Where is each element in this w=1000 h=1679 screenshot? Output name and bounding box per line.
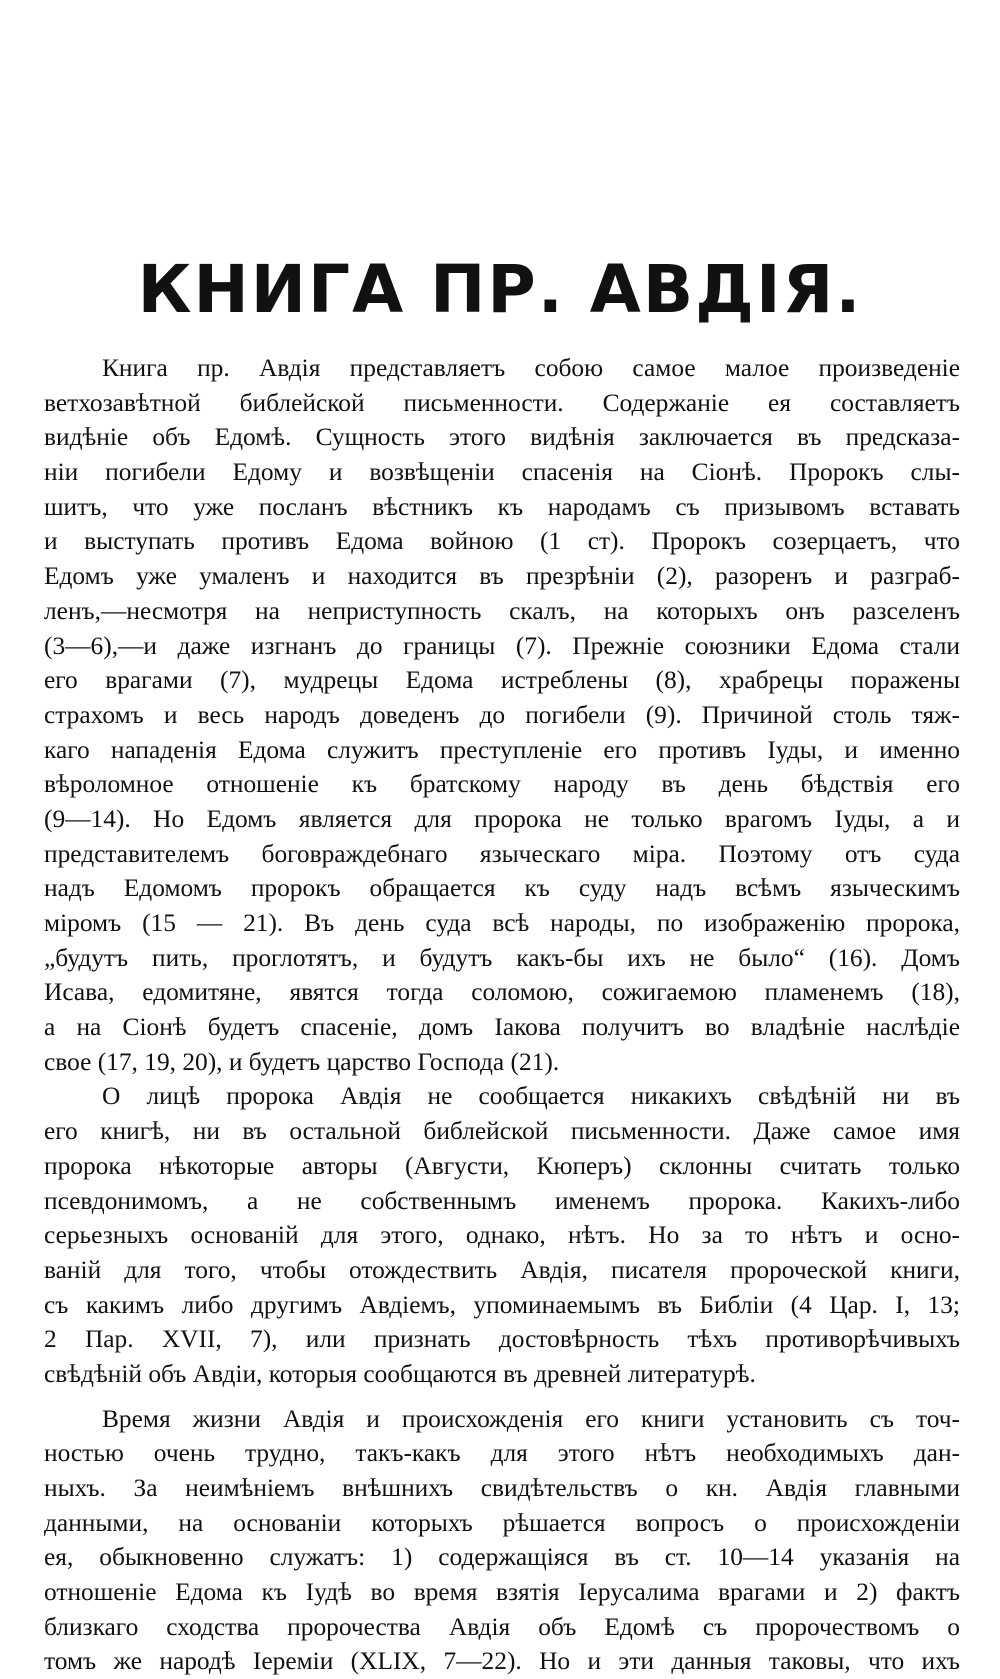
text-line: ніи погибели Едому и возвѣщеніи спасенія на Сіонѣ. Пророкъ слы- xyxy=(44,458,960,487)
paragraph-person xyxy=(44,1079,960,1391)
text-line: Книга пр. Авдія представляетъ собою самое малое произведеніе xyxy=(102,354,960,382)
text-line: шитъ, что уже посланъ вѣстникъ къ народамъ съ призывомъ вставать xyxy=(44,492,960,521)
text-line: съ какимъ либо другимъ Авдіемъ, упоминаемымъ въ Библіи (4 Цар. I, 13; xyxy=(44,1290,960,1319)
text-line: ветхозавѣтной библейской письменности. Содержаніе ея составляетъ xyxy=(44,388,960,417)
chapter-title: КНИГА ПР. АВДІЯ. xyxy=(137,251,863,328)
text-line: Исава, едомитяне, явятся тогда соломою, сожигаемою пламенемъ (18), xyxy=(44,978,960,1007)
text-line: Едомъ уже умаленъ и находится въ презрѣніи (2), разоренъ и разграб- xyxy=(44,562,960,591)
text-line: страхомъ и весь народъ доведенъ до погибели (9). Причиной столь тяж- xyxy=(44,700,960,729)
text-line: представителемъ боговраждебнаго языческаго міра. Поэтому отъ суда xyxy=(44,839,960,868)
text-line: близкаго сходства пророчества Авдія объ Едомѣ съ пророчествомъ о xyxy=(44,1612,960,1641)
text-line: надъ Едомомъ пророкъ обращается къ суду надъ всѣмъ языческимъ xyxy=(44,874,960,903)
text-line: ленъ,—несмотря на неприступность скалъ, на которыхъ онъ разселенъ xyxy=(44,596,960,625)
text-line: серьезныхъ основаній для этого, однако, нѣтъ. Но за то нѣтъ и осно- xyxy=(44,1221,960,1250)
text-line: (3—6),—и даже изгнанъ до границы (7). Прежніе союзники Едома стали xyxy=(44,631,960,660)
text-line: О лицѣ пророка Авдія не сообщается никакихъ свѣдѣній ни въ xyxy=(102,1082,960,1111)
text-line: ностью очень трудно, такъ-какъ для этого нѣтъ необходимыхъ дан- xyxy=(44,1439,960,1468)
text-line: ваній для того, чтобы отождествить Авдія, писателя пророческой книги, xyxy=(44,1255,960,1284)
text-line: видѣніе объ Едомѣ. Сущность этого видѣнія заключается въ предсказа- xyxy=(44,423,960,452)
text-line: міромъ (15 — 21). Въ день суда всѣ народы, по изображенію пророка, xyxy=(44,909,960,937)
paragraph-summary xyxy=(44,351,960,1079)
text-line: „будутъ пить, проглотятъ, и будутъ какъ-бы ихъ не было“ (16). Домъ xyxy=(44,943,960,972)
body-text xyxy=(44,351,960,1679)
paragraph-time xyxy=(44,1402,960,1679)
text-line: томъ же народѣ Іереміи (XLIX, 7—22). Но и эти данныя таковы, что ихъ xyxy=(44,1647,960,1676)
text-line: вѣроломное отношеніе къ братскому народу въ день бѣдствія его xyxy=(44,770,960,799)
text-line: (9—14). Но Едомъ является для пророка не только врагомъ Іуды, а и xyxy=(44,804,960,833)
text-line: свое (17, 19, 20), и будетъ царство Господа (21). xyxy=(44,1047,560,1076)
paragraph-gap xyxy=(44,1392,960,1402)
text-line: его книгѣ, ни въ остальной библейской письменности. Даже самое имя xyxy=(44,1117,960,1146)
text-line: псевдонимомъ, а не собственнымъ именемъ пророка. Какихъ-либо xyxy=(44,1186,960,1215)
text-line: его врагами (7), мудрецы Едома истреблены (8), храбрецы поражены xyxy=(44,666,960,695)
text-line: пророка нѣкоторые авторы (Августи, Кюперъ) склонны считать только xyxy=(44,1151,960,1180)
text-line: Время жизни Авдія и происхожденія его книги установить съ точ- xyxy=(102,1404,960,1433)
text-line: отношеніе Едома къ Іудѣ во время взятія Іерусалима врагами и 2) фактъ xyxy=(44,1578,960,1607)
text-line: и выступать противъ Едома войною (1 ст). Пророкъ созерцаетъ, что xyxy=(44,527,960,556)
text-line: свѣдѣній объ Авдіи, которыя сообщаются въ древней литературѣ. xyxy=(44,1359,756,1388)
text-line: ныхъ. За неимѣніемъ внѣшнихъ свидѣтельствъ о кн. Авдія главными xyxy=(44,1474,960,1502)
text-line: данными, на основаніи которыхъ рѣшается вопросъ о происхожденіи xyxy=(44,1508,960,1537)
text-line: а на Сіонѣ будетъ спасеніе, домъ Іакова получитъ во владѣніе наслѣдіе xyxy=(44,1013,960,1042)
text-line: ея, обыкновенно служатъ: 1) содержащіяся въ ст. 10—14 указанія на xyxy=(44,1543,960,1572)
text-line: каго нападенія Едома служитъ преступленіе его противъ Іуды, и именно xyxy=(44,735,960,764)
text-line: 2 Пар. XVII, 7), или признать достовѣрность тѣхъ противорѣчивыхъ xyxy=(44,1325,960,1354)
